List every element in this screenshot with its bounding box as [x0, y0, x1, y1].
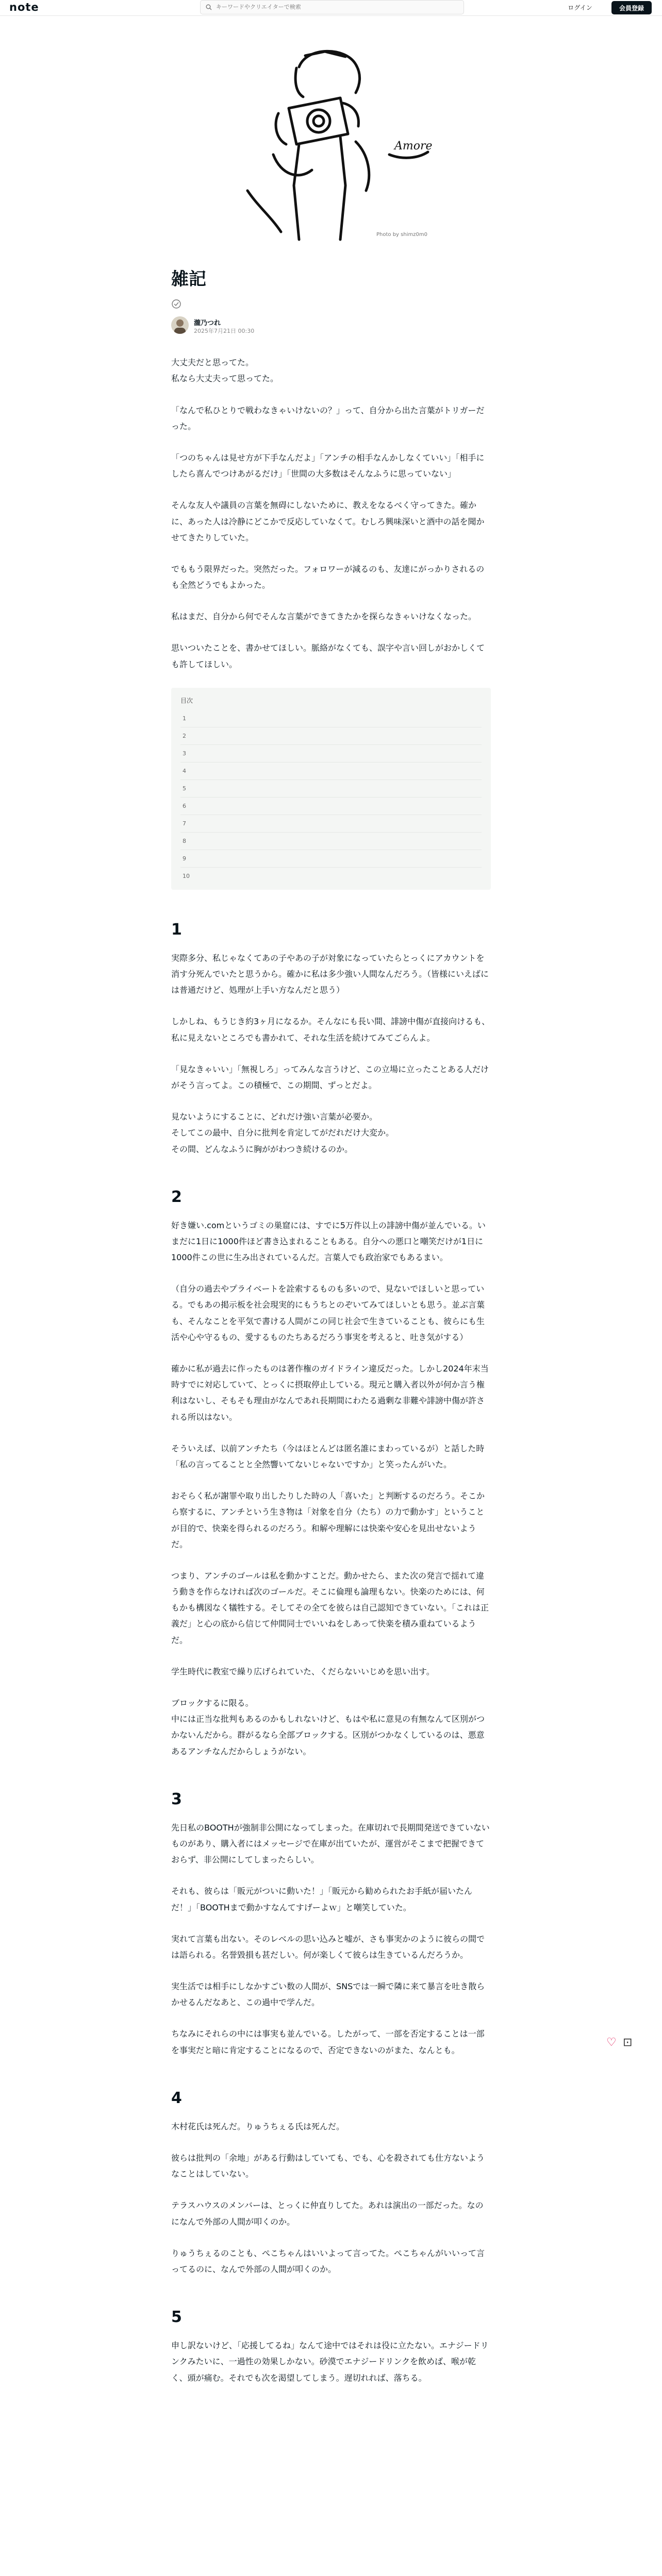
toc-item[interactable]: 2 — [180, 727, 482, 745]
article-intro — [171, 354, 491, 672]
toc-item[interactable]: 4 — [180, 762, 482, 780]
section-paragraph: 実生活では相手にしなかすごい数の人間が、SNSでは一瞬で隣に来て暴言を吐き散らかせるんだなあと、この過中で学んだ。 — [171, 1981, 485, 2008]
section-paragraph: おそらく私が謝罪や取り出したりした時の人「喜いた」と判断するのだろう。そこから察するに、アンチという生き物は「対象を自分（たち）の力で動かす」ということが目的で、快楽を得られるのだろう。和解や理解には快楽や安心を見出せないようだ。 — [171, 1491, 485, 1549]
floating-action-bar — [606, 2036, 648, 2049]
section-paragraph: 「見なきゃいい」「無視しろ」ってみんな言うけど、この立場に立ったことある人だけがそう言ってよ。この積極で、この期間、ずっとだよ。 — [171, 1064, 489, 1090]
section-paragraph: 学生時代に教室で繰り広げられていた、くだらないいじめを思い出す。 — [171, 1666, 435, 1676]
author-name[interactable]: 瀧乃つれ — [194, 319, 221, 328]
intro-paragraph: 大丈夫だと思ってた。 私なら大丈夫って思ってた。 — [171, 358, 279, 384]
section-heading: 5 — [171, 2308, 182, 2327]
section-heading: 4 — [171, 2089, 182, 2107]
intro-paragraph: でももう限界だった。突然だった。フォロワーが減るのも、友達にがっかりされるのも全然どうでもよかった。 — [171, 564, 485, 590]
search-box[interactable] — [200, 0, 464, 14]
toc-item[interactable]: 8 — [180, 833, 482, 850]
signup-button[interactable]: 会員登録 — [611, 1, 652, 14]
toc-item[interactable]: 5 — [180, 780, 482, 798]
table-of-contents — [171, 688, 491, 890]
svg-text:Amore: Amore — [394, 140, 433, 152]
section-paragraph: 好き嫌い.comというゴミの巣窟には、すでに5万件以上の誹謗中傷が並んでいる。いまだに1日に1000件ほど書き込まれることもある。自分への悪口と嘲笑だけが1日に1000件この世に生み出されているんだ。言葉人でも政治家でもあるまい。 — [171, 1220, 486, 1263]
search-icon — [206, 4, 212, 10]
section-paragraph: それも、彼らは「販元がついに動いた！」「販元から勧められたお手紙が届いたんだ！」「BOOTHまで動かすなんてすげーよｗ」と嘲笑していた。 — [171, 1886, 473, 1912]
section-paragraph: 先日私のBOOTHが強制非公開になってしまった。在庫切れで長期間発送できていないものがあり、購入者にはメッセージで在庫が出ていたが、運営がそこまで把握できておらず、非公開にしてしまったらしい。 — [171, 1822, 490, 1865]
magazine-add-icon[interactable] — [171, 299, 181, 309]
like-icon[interactable]: ♡ — [606, 2036, 617, 2049]
section-paragraph: テラスハウスのメンバーは、とっくに仲直りしてた。あれは演出の一部だった。なのになんで外部の人間が叩くのか。 — [171, 2200, 484, 2227]
intro-paragraph: 「なんで私ひとりで戦わなきゃいけないの？」って、自分から出た言葉がトリガーだった。 — [171, 405, 485, 431]
section-paragraph: 確かに私が過去に作ったものは著作権のガイドライン違反だった。しかし2024年末当時すでに対応していて、とっくに摂取停止している。現元と購入者以外が何か言う権利はないし、そもそも理由がなんであれ長期間にわたる過剰な非難や誹謗中傷が許される所以はない。 — [171, 1364, 489, 1422]
toc-item[interactable]: 7 — [180, 815, 482, 833]
section-paragraph: ブロックするに限る。 中には正当な批判もあるのかもしれないけど、もはや私に意見の有無なんて区別がつかないんだから。群がるなら全部ブロックする。区別がつかなくしているのは、悪意あるアンチなんだからしょうがない。 — [171, 1698, 485, 1756]
article-sections — [171, 921, 491, 2386]
section-heading: 2 — [171, 1188, 182, 1206]
hero-illustration — [170, 36, 492, 242]
toc-item[interactable]: 3 — [180, 745, 482, 762]
section-paragraph: ちなみにそれらの中には事実も並んでいる。したがって、一部を否定することは一部を事実だと暗に肯定することになるので、否定できないのがまた、なんとも。 — [171, 2029, 485, 2055]
intro-paragraph: そんな友人や議員の言葉を無碍にしないために、教えをなるべく守ってきた。確かに、あった人は冷静にどこかで反応していなくて。むしろ興味深いと酒中の話を聞かせてきたりしていた。 — [171, 500, 485, 543]
section-paragraph: つまり、アンチのゴールは私を動かすことだ。動かせたら、また次の発言で揺れて違う動きを作らなければ次のゴールだ。そこに倫理も論理もない。快楽のためには、何もかも構図なく犠牲する。そしてその全てを彼らは自己認知できていない。「これは正義だ」と心の底から信じて仲間同士でいいねをしあって快楽を積み重ねているようだ。 — [171, 1570, 489, 1645]
article-section — [171, 1790, 491, 2058]
section-paragraph: 申し訳ないけど、「応援してるね」なんて途中ではそれは役に立たない。エナジードリンクみたいに、一過性の効果しかない。砂漠でエナジードリンクを飲めば、喉が乾く、頭が痛む。それでも次を渇望してしまう。遅切れれば、落ちる。 — [171, 2341, 489, 2383]
toc-item[interactable]: 6 — [180, 798, 482, 815]
section-paragraph: りゅうちぇるのことも、ぺこちゃんはいいよって言ってた。ぺこちゃんがいいって言ってるのに、なんで外部の人間が叩くのか。 — [171, 2248, 485, 2274]
section-paragraph: しかしね、もうじき約3ヶ月になるか。そんなにも長い間、誹謗中傷が直接向けるも、私に見えないところでも書かれて、それな生活を続けてみてごらんよ。 — [171, 1016, 490, 1043]
toc-item[interactable]: 10 — [183, 872, 190, 879]
section-paragraph: そういえば、以前アンチたち（今はほとんどは匿名誰にまわっているが）と話した時「私の言ってることと全然響いてないじゃないですか」と笑ったんがいた。 — [171, 1443, 485, 1469]
article-section — [171, 2089, 491, 2277]
section-paragraph: 見ないようにすることに、どれだけ強い言葉が必要か。 そしてこの最中、自分に批判を肯定してがだれだけ大変か。 その間、どんなふうに胸ががわつき続けるのか。 — [171, 1112, 394, 1154]
author-block[interactable] — [171, 316, 491, 340]
search-input[interactable] — [215, 3, 459, 11]
section-heading: 3 — [171, 1790, 182, 1808]
article-title: 雑記 — [171, 269, 206, 290]
section-heading: 1 — [171, 920, 182, 939]
site-header — [0, 0, 662, 16]
article — [171, 268, 491, 2401]
publish-date: 2025年7月21日 00:30 — [194, 328, 255, 335]
avatar[interactable] — [171, 316, 189, 334]
comment-icon[interactable]: ⊡ — [623, 2036, 633, 2049]
article-section — [171, 2308, 491, 2386]
toc-item[interactable]: 1 — [180, 710, 482, 727]
article-section — [171, 1188, 491, 1759]
note-logo[interactable]: note — [9, 1, 39, 13]
section-paragraph: 彼らは批判の「余地」がある行動はしていても、でも、心を殺されても仕方ないようなことはしていない。 — [171, 2153, 485, 2179]
intro-paragraph: 「つのちゃんは見せ方が下手なんだよ」「アンチの相手なんかしなくていい」「相手にしたら喜んでつけあがるだけ」「世間の大多数はそんなふうに思っていない」 — [171, 452, 485, 479]
section-paragraph: 実れて言葉も出ない。そのレベルの思い込みと嘘が、さも事実かのように彼らの間では語られる。名誉毀損も甚だしい。何が楽しくて彼らは生きているんだろうか。 — [171, 1934, 485, 1960]
section-paragraph: 木村花氏は死んだ。りゅうちぇる氏は死んだ。 — [171, 2121, 345, 2131]
toc-item[interactable]: 9 — [180, 850, 482, 868]
article-section — [171, 921, 491, 1157]
intro-paragraph: 思いついたことを、書かせてほしい。脈絡がなくても、誤字や言い回しがおかしくても許してほしい。 — [171, 643, 485, 669]
photo-credit: Photo by shimz0m0 — [376, 232, 427, 238]
section-paragraph: （自分の過去やプライベートを詮索するものも多いので、見ないでほしいと思っている。でもあの掲示板を社会現実的にもうちとのぞいてみてほしいとも思う。並ぶ言葉も、そんなことを平気で書ける人間がこの同じ社会で生きていることも、彼らにも生活や心や守るもの、愛するものたちあるだろう事実を考えると、吐き気がする） — [171, 1284, 485, 1342]
section-paragraph: 実際多分、私じゃなくてあの子やあの子が対象になっていたらとっくにアカウントを消す分死んでいたと思うから。確かに私は多少強い人間なんだろう。（皆様にいえばには普通だけど、処理が上手い方なんだと思う） — [171, 953, 489, 995]
intro-paragraph: 私はまだ、自分から何でそんな言葉ができてきたかを探らなきゃいけなくなった。 — [171, 612, 477, 622]
login-button[interactable]: ログイン — [562, 1, 598, 13]
toc-heading: 目次 — [180, 697, 193, 704]
